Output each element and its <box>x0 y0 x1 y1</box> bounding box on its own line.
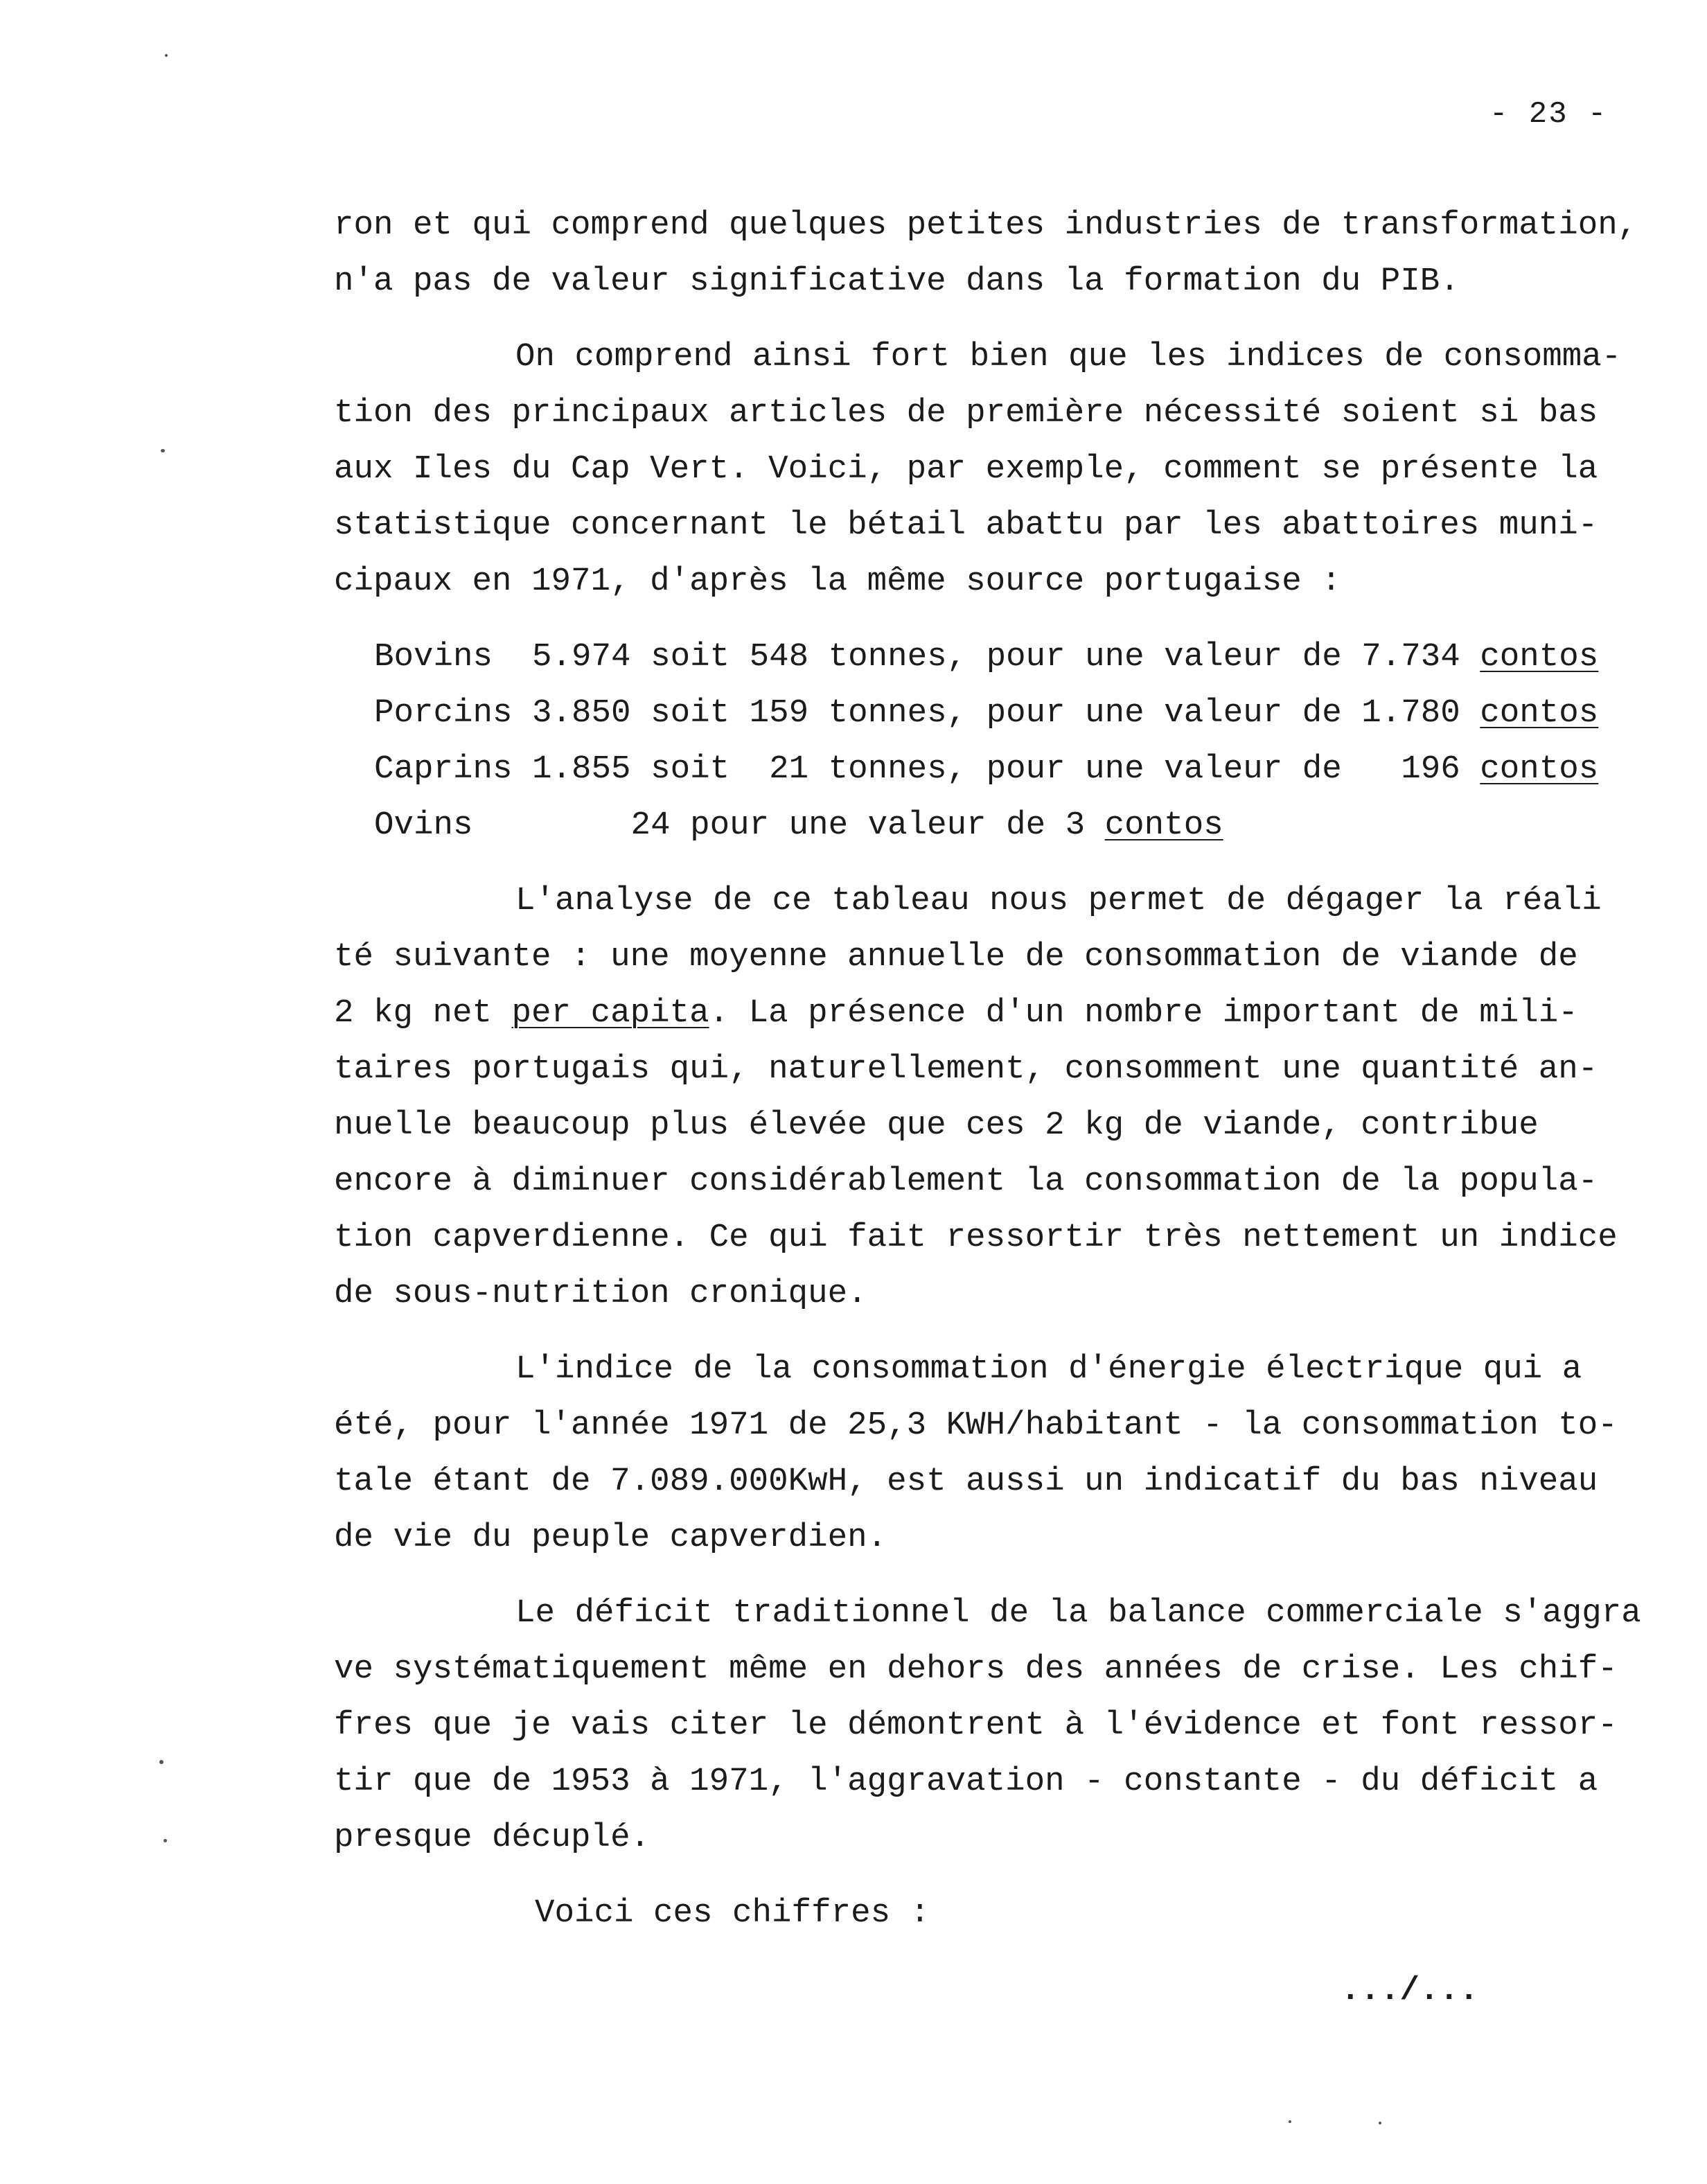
continuation-mark: .../... <box>1341 1972 1479 2009</box>
text-line: ve systématiquement même en dehors des années de crise. Les chif- <box>334 1650 1618 1688</box>
text-line: presque décuplé. <box>334 1819 651 1856</box>
table-row <box>334 798 1671 854</box>
paragraph-3 <box>334 873 1671 1322</box>
text-line: tion des principaux articles de première nécessité soient si bas <box>334 394 1598 432</box>
text-line: On comprend ainsi fort bien que les indices de consomma- <box>515 338 1622 376</box>
text-line: fres que je vais citer le démontrent à l'évidence et font ressor- <box>334 1707 1618 1744</box>
text-line <box>334 985 1671 1041</box>
row-unit: contos <box>1480 694 1599 732</box>
scan-speck <box>163 1839 167 1842</box>
text-line: statistique concernant le bétail abattu par les abattoires muni- <box>334 507 1598 544</box>
text-line: n'a pas de valeur significative dans la formation du PIB. <box>334 263 1460 300</box>
scan-speck <box>165 54 168 57</box>
row-unit: contos <box>1480 638 1599 676</box>
scan-speck <box>161 449 165 452</box>
text-line: été, pour l'année 1971 de 25,3 KWH/habitant - la consommation to- <box>334 1407 1618 1444</box>
paragraph-2 <box>334 329 1671 610</box>
text-line: tir que de 1953 à 1971, l'aggravation - constante - du déficit a <box>334 1763 1598 1800</box>
text-line: de sous-nutrition cronique. <box>334 1275 867 1312</box>
text-line: encore à diminuer considérablement la consommation de la popula- <box>334 1163 1598 1200</box>
text-line: de vie du peuple capverdien. <box>334 1519 887 1556</box>
row-text: Porcins 3.850 soit 159 tonnes, pour une valeur de 1.780 <box>374 694 1480 732</box>
text-line: aux Iles du Cap Vert. Voici, par exemple, comment se présente la <box>334 450 1598 488</box>
closing-line: Voici ces chiffres : <box>535 1894 930 1932</box>
table-row <box>334 685 1671 741</box>
scan-speck <box>1289 2120 1291 2123</box>
text-line: nuelle beaucoup plus élevée que ces 2 kg de viande, contribue <box>334 1107 1539 1144</box>
text-line: ron et qui comprend quelques petites industries de transformation, <box>334 206 1638 244</box>
text-line: Le déficit traditionnel de la balance commerciale s'aggra <box>515 1594 1641 1632</box>
row-text: Bovins 5.974 soit 548 tonnes, pour une valeur de 7.734 <box>374 638 1480 676</box>
text-line: L'analyse de ce tableau nous permet de dégager la réali <box>515 882 1602 919</box>
text-line: taires portugais qui, naturellement, consomment une quantité an- <box>334 1050 1598 1088</box>
row-unit: contos <box>1480 750 1599 788</box>
row-unit: contos <box>1104 807 1223 844</box>
paragraph-5 <box>334 1585 1671 1866</box>
text-line: té suivante : une moyenne annuelle de consommation de viande de <box>334 938 1578 976</box>
text-line: cipaux en 1971, d'après la même source portugaise : <box>334 563 1341 600</box>
text-segment: . La présence d'un nombre important de mili- <box>709 994 1578 1032</box>
row-text: Ovins 24 pour une valeur de 3 <box>374 807 1105 844</box>
table-row <box>334 741 1671 798</box>
underlined-term: per capita <box>511 994 709 1032</box>
paragraph-1 <box>334 197 1671 310</box>
paragraph-4 <box>334 1341 1671 1566</box>
text-line: tale étant de 7.089.000KwH, est aussi un indicatif du bas niveau <box>334 1463 1598 1500</box>
text-segment: 2 kg net <box>334 994 512 1032</box>
scan-speck <box>159 1760 163 1764</box>
row-text: Caprins 1.855 soit 21 tonnes, pour une valeur de 196 <box>374 750 1480 788</box>
text-line: L'indice de la consommation d'énergie électrique qui a <box>515 1350 1582 1388</box>
scan-speck <box>1379 2122 1381 2124</box>
cattle-table <box>334 629 1671 854</box>
document-body <box>334 197 1671 1941</box>
table-row <box>334 629 1671 685</box>
page-number: - 23 - <box>1489 97 1608 132</box>
text-line: tion capverdienne. Ce qui fait ressortir très nettement un indice <box>334 1219 1618 1256</box>
